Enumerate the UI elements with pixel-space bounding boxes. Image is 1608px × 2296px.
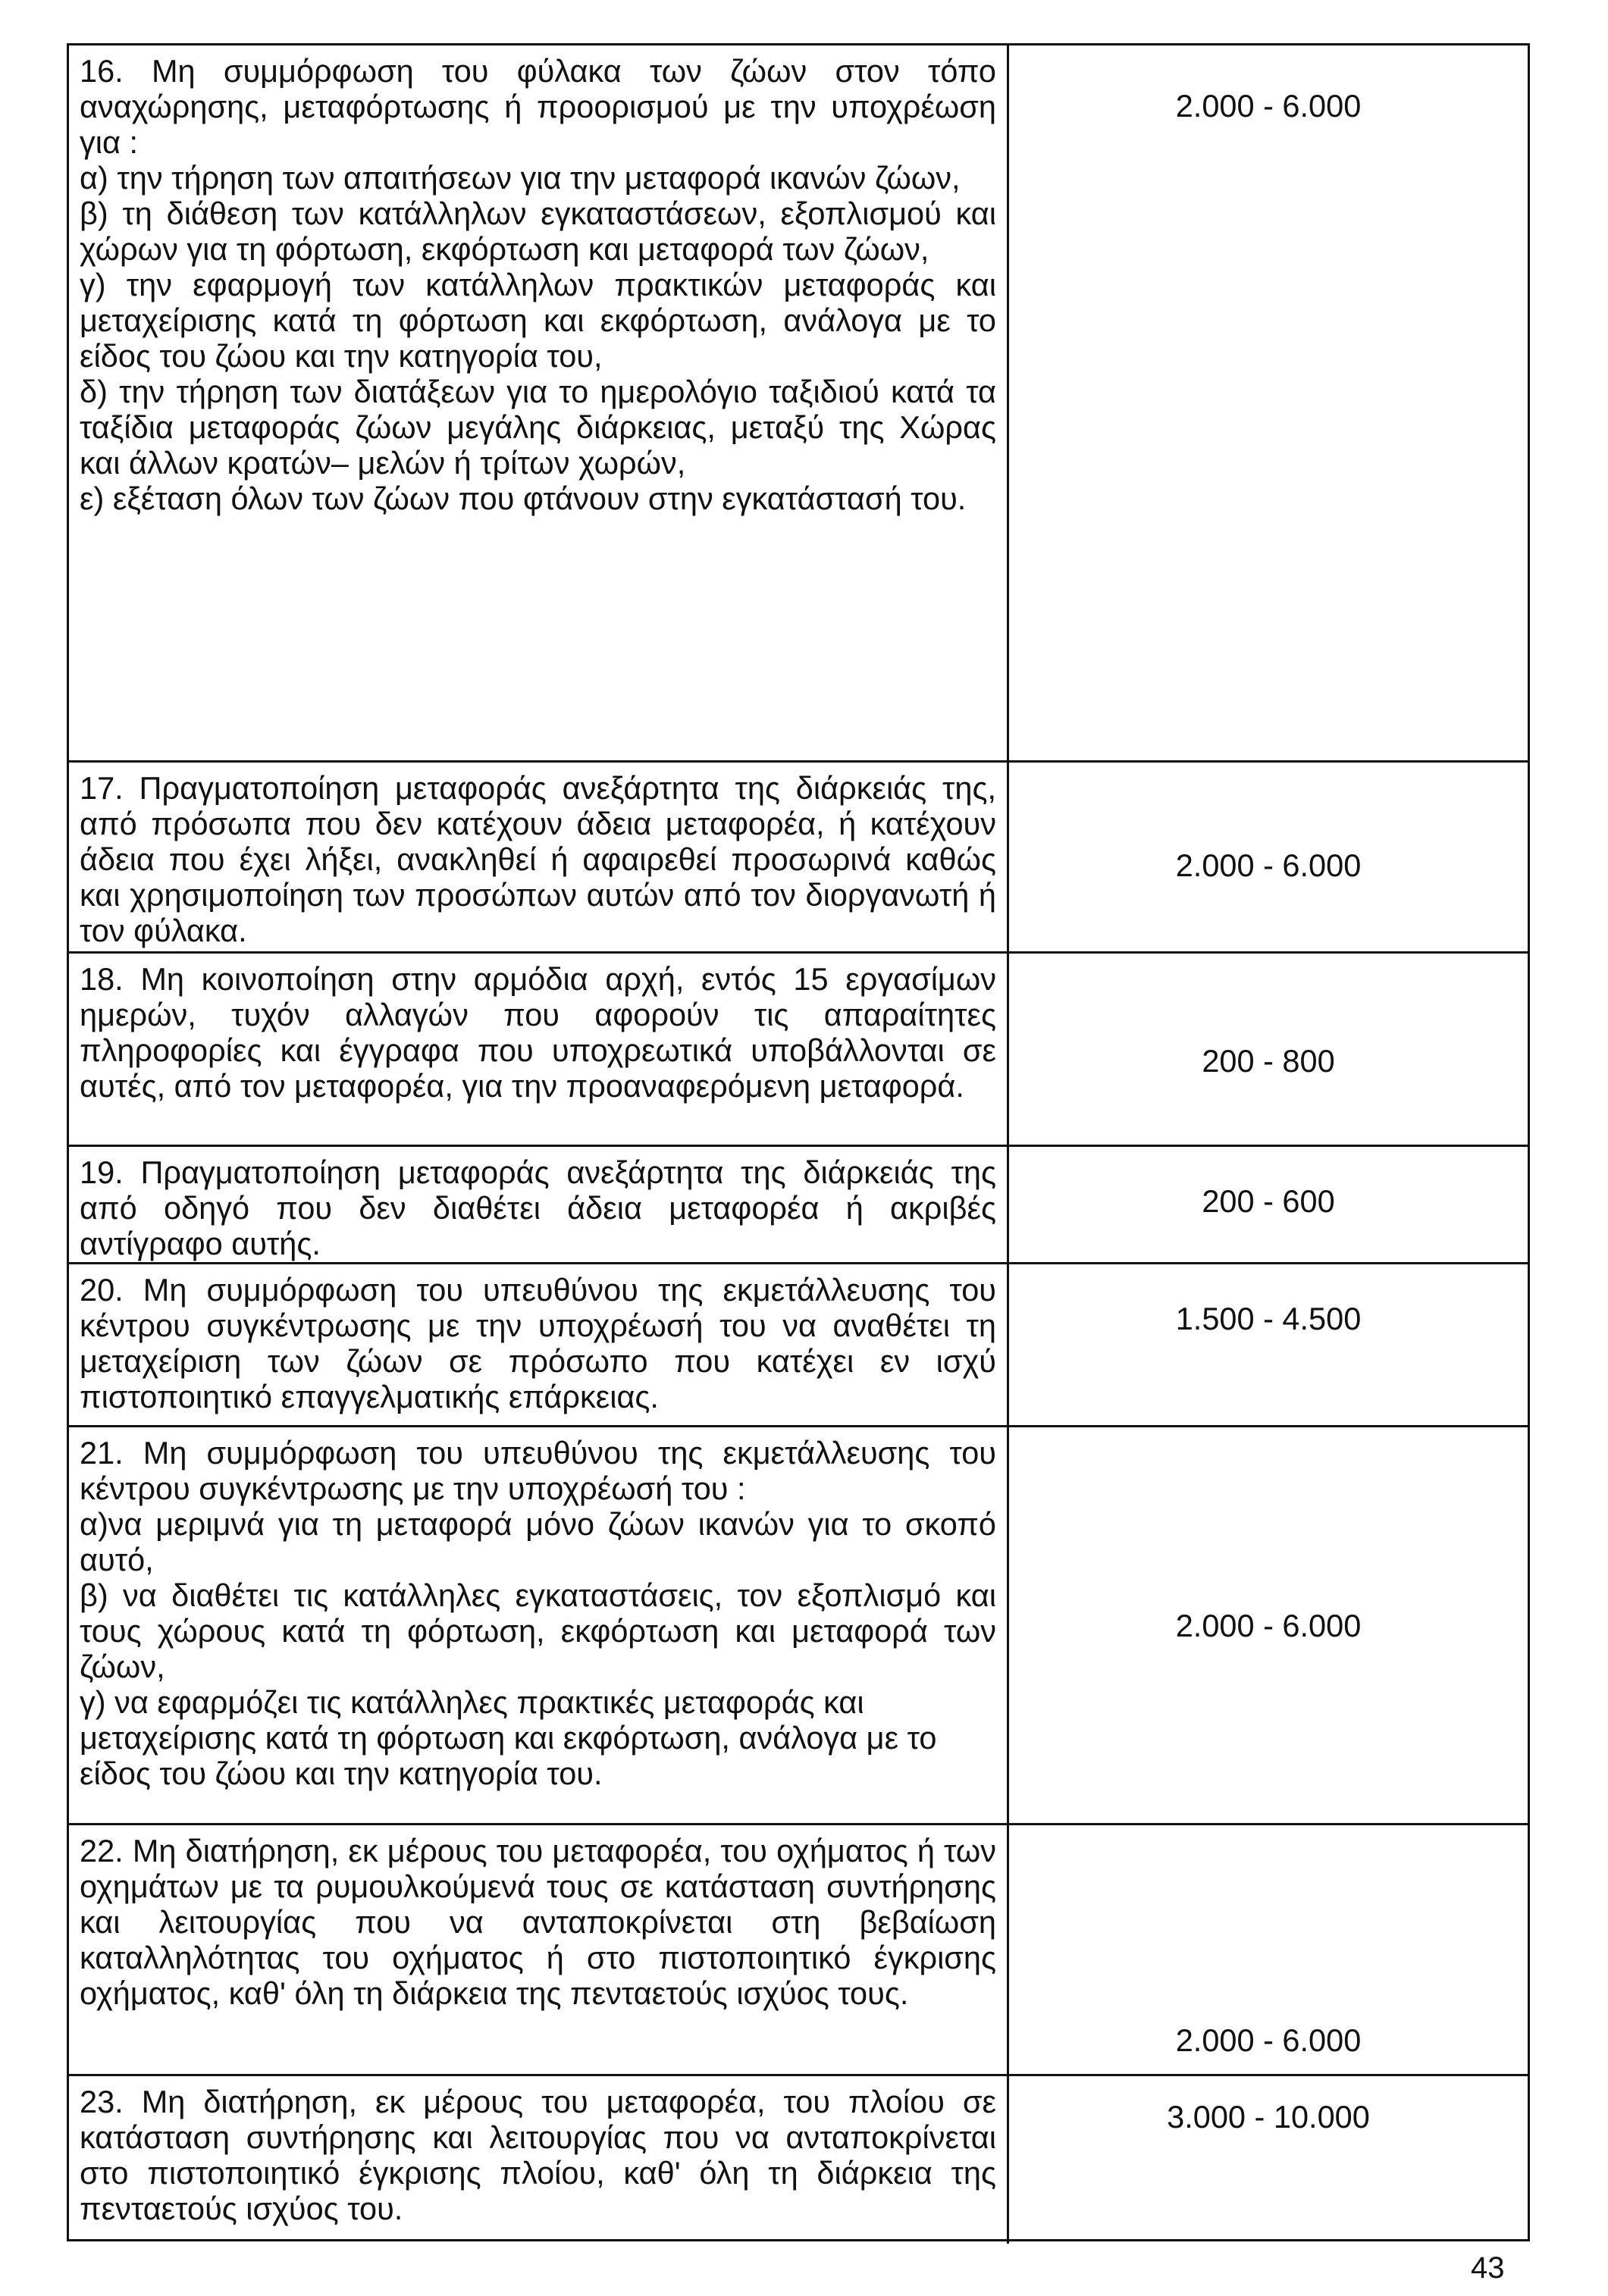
table-row [69, 1145, 1528, 1262]
penalty-amount: 200 - 800 [1202, 1043, 1335, 1079]
offence-text: 20. Μη συμμόρφωση του υπευθύνου της εκμετάλλευσης του κέντρου συγκέντρωσης με την υποχρέωσή του να αναθέτει τη μεταχείριση των ζώων σε πρόσωπο που κατέχει εν ισχύ πιστοποιητικό επαγγελματικής επάρκειας. [80, 1272, 996, 1414]
table-row [69, 45, 1528, 760]
offence-description [69, 1264, 1009, 1425]
penalty-amount: 3.000 - 10.000 [1167, 2099, 1370, 2135]
offence-text: β) να διαθέτει τις κατάλληλες εγκαταστάσεις, τον εξοπλισμό και τους χώρους κατά τη φόρτωση, εκφόρτωση και μεταφορά των ζώων, [80, 1577, 996, 1684]
penalty-amount: 2.000 - 6.000 [1175, 1608, 1362, 1643]
penalty-table [67, 43, 1530, 2241]
offence-text: α)να μεριμνά για τη μεταφορά μόνο ζώων ικανών για το σκοπό αυτό, [80, 1506, 996, 1577]
offence-description [69, 763, 1009, 951]
offence-text: γ) να εφαρμόζει τις κατάλληλες πρακτικές μεταφοράς και μεταχείρισης κατά τη φόρτωση και εκφόρτωση, ανάλογα με το είδος του ζώου και την κατηγορία του. [80, 1684, 937, 1791]
offence-text: β) τη διάθεση των κατάλληλων εγκαταστάσεων, εξοπλισμού και χώρων για τη φόρτωση, εκφόρτωση και μεταφορά των ζώων, [80, 196, 996, 267]
offence-text: 21. Μη συμμόρφωση του υπευθύνου της εκμετάλλευσης του κέντρου συγκέντρωσης με την υποχρέωσή του : [80, 1435, 996, 1506]
penalty-amount: 200 - 600 [1202, 1183, 1335, 1219]
offence-description [69, 2076, 1009, 2244]
table-row [69, 2074, 1528, 2244]
offence-text: ε) εξέταση όλων των ζώων που φτάνουν στην εγκατάστασή του. [80, 481, 967, 516]
offence-text: 18. Μη κοινοποίηση στην αρμόδια αρχή, εντός 15 εργασίμων ημερών, τυχόν αλλαγών που αφορούν τις απαραίτητες πληροφορίες και έγγραφα που υποχρεωτικά υποβάλλονται σε αυτές, από τον μεταφορέα, για την προαναφερόμενη μεταφορά. [80, 961, 996, 1104]
offence-text: 17. Πραγματοποίηση μεταφοράς ανεξάρτητα της διάρκειάς της, από πρόσωπα που δεν κατέχουν άδεια μεταφορέα, ή κατέχουν άδεια που έχει λήξει, ανακληθεί ή αφαιρεθεί προσωρινά καθώς και χρησιμοποίηση των προσώπων αυτών από τον διοργανωτή ή τον φύλακα. [80, 770, 996, 948]
table-row [69, 1262, 1528, 1425]
table-row [69, 1823, 1528, 2074]
penalty-amount: 2.000 - 6.000 [1175, 2022, 1362, 2058]
offence-text: 22. Μη διατήρηση, εκ μέρους του μεταφορέα, του οχήματος ή των οχημάτων με τα ρυμουλκούμενά τους σε κατάσταση συντήρησης και λειτουργίας που να ανταποκρίνεται στη βεβαίωση καταλληλότητας του οχήματος ή στο πιστοποιητικό έγκρισης οχήματος, καθ' όλη τη διάρκεια της πενταετούς ισχύος τους. [80, 1833, 996, 2011]
page-number: 43 [1471, 2251, 1505, 2285]
table-row [69, 760, 1528, 951]
offence-description [69, 954, 1009, 1145]
offence-text: γ) την εφαρμογή των κατάλληλων πρακτικών μεταφοράς και μεταχείρισης κατά τη φόρτωση και εκφόρτωση, ανάλογα με το είδος του ζώου και την κατηγορία του, [80, 267, 996, 374]
offence-text: 23. Μη διατήρηση, εκ μέρους του μεταφορέα, του πλοίου σε κατάσταση συντήρησης και λειτουργίας που να ανταποκρίνεται στο πιστοποιητικό έγκρισης πλοίου, καθ' όλη τη διάρκεια της πενταετούς ισχύος του. [80, 2084, 996, 2226]
offence-description [69, 1427, 1009, 1823]
offence-text: 16. Μη συμμόρφωση του φύλακα των ζώων στον τόπο αναχώρησης, μεταφόρτωσης ή προορισμού με την υποχρέωση για : [80, 53, 996, 160]
offence-text: δ) την τήρηση των διατάξεων για το ημερολόγιο ταξιδιού κατά τα ταξίδια μεταφοράς ζώων μεγάλης διάρκειας, μεταξύ της Χώρας και άλλων κρατών– μελών ή τρίτων χωρών, [80, 374, 996, 481]
penalty-amount: 1.500 - 4.500 [1175, 1301, 1362, 1336]
table-row [69, 951, 1528, 1145]
offence-description [69, 1147, 1009, 1262]
offence-text: α) την τήρηση των απαιτήσεων για την μεταφορά ικανών ζώων, [80, 160, 961, 196]
table-row [69, 1425, 1528, 1823]
offence-description [69, 1825, 1009, 2074]
penalty-amount: 2.000 - 6.000 [1175, 88, 1362, 124]
offence-description [69, 45, 1009, 760]
offence-text: 19. Πραγματοποίηση μεταφοράς ανεξάρτητα της διάρκειάς της από οδηγό που δεν διαθέτει άδεια μεταφορέα ή ακριβές αντίγραφο αυτής. [80, 1154, 996, 1261]
penalty-amount: 2.000 - 6.000 [1175, 847, 1362, 883]
